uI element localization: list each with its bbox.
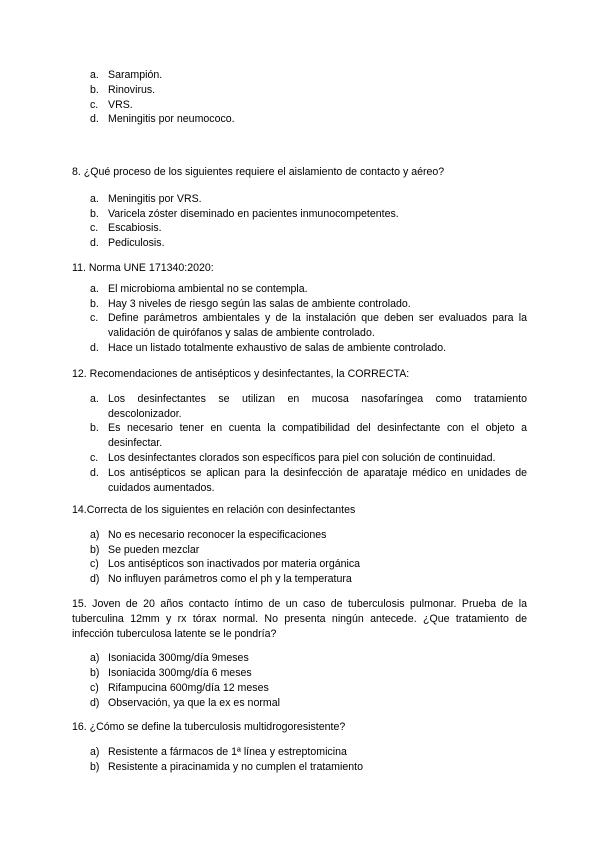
option-b (72, 760, 527, 775)
question-text: 12. Recomendaciones de antisépticos y desinfectantes, la CORRECTA: (72, 368, 410, 380)
option-a (72, 651, 527, 666)
options-list (72, 192, 527, 251)
option-marker: a) (90, 745, 100, 758)
option-text: Los antisépticos se aplican para la desinfección de aparataje médico en unidades de cuidados aumentados. (108, 466, 527, 494)
option-text: Meningitis por neumococo. (108, 113, 235, 126)
option-marker: c. (90, 98, 99, 111)
option-marker: a. (90, 282, 99, 295)
option-text: No es necesario reconocer la especificaciones (108, 528, 327, 541)
option-d (72, 341, 527, 356)
option-marker: b. (90, 422, 99, 435)
option-b (72, 421, 527, 451)
option-marker: b. (90, 83, 99, 96)
option-text: Los desinfectantes se utilizan en mucosa nasofaríngea como tratamiento descolonizador. (108, 392, 527, 420)
option-marker: d. (90, 113, 99, 126)
option-b (72, 207, 527, 222)
question-block-14 (72, 503, 527, 587)
option-marker: c) (90, 558, 99, 571)
option-text: Meningitis por VRS. (108, 192, 202, 205)
option-d (72, 236, 527, 251)
option-a (72, 282, 527, 297)
option-marker: b. (90, 297, 99, 310)
option-c (72, 557, 527, 572)
option-b (72, 297, 527, 312)
option-text: Los antisépticos son inactivados por materia orgánica (108, 558, 361, 571)
option-text: Resistente a fármacos de 1ª línea y estreptomicina (108, 745, 347, 758)
option-marker: d. (90, 466, 99, 479)
options-list (72, 745, 527, 775)
option-marker: b) (90, 760, 100, 773)
option-b (72, 666, 527, 681)
option-marker: b) (90, 543, 100, 556)
option-marker: d. (90, 237, 99, 250)
option-a (72, 68, 527, 83)
question-text: 16. ¿Cómo se define la tuberculosis multidrogoresistente? (72, 721, 346, 733)
option-text: Varicela zóster diseminado en pacientes inmunocompetentes. (108, 207, 399, 220)
option-marker: c) (90, 681, 99, 694)
option-text: No influyen parámetros como el ph y la temperatura (108, 573, 352, 586)
options-list (72, 282, 527, 356)
option-d (72, 466, 527, 496)
options-list (72, 528, 527, 587)
question-text: 8. ¿Qué proceso de los siguientes requiere el aislamiento de contacto y aéreo? (72, 166, 445, 178)
option-c (72, 451, 527, 466)
option-marker: b. (90, 207, 99, 220)
option-marker: c. (90, 312, 99, 325)
option-c (72, 311, 527, 341)
option-a (72, 745, 527, 760)
option-text: Rinovirus. (108, 83, 156, 96)
option-a (72, 392, 527, 422)
question-block-16 (72, 720, 527, 774)
option-marker: a. (90, 69, 99, 81)
question-block-12 (72, 367, 527, 495)
question-text: 14.Correcta de los siguientes en relación con desinfectantes (72, 504, 356, 516)
option-marker: a) (90, 652, 100, 665)
option-c (72, 221, 527, 236)
option-text: Hace un listado totalmente exhaustivo de salas de ambiente controlado. (108, 341, 447, 354)
option-text: Pediculosis. (108, 237, 165, 250)
option-text: Sarampión. (108, 69, 163, 81)
option-a (72, 192, 527, 207)
option-text: Los desinfectantes clorados son específicos para piel con solución de continuidad. (108, 451, 496, 464)
options-list (72, 392, 527, 496)
options-list (72, 68, 527, 127)
option-c (72, 681, 527, 696)
question-text: 15. Joven de 20 años contacto íntimo de un caso de tuberculosis pulmonar. Prueba de la tuberculina 12mm y rx tórax normal. No presenta ningún antecede. ¿Que tratamiento de infección tuberculosa latente se le pondría? (72, 598, 527, 640)
option-text: Isoniacida 300mg/día 9meses (108, 652, 249, 665)
option-d (72, 572, 527, 587)
option-marker: d. (90, 341, 99, 354)
option-text: Isoniacida 300mg/día 6 meses (108, 667, 252, 680)
option-marker: a. (90, 192, 99, 205)
option-b (72, 543, 527, 558)
option-a (72, 528, 527, 543)
option-marker: c. (90, 451, 99, 464)
option-b (72, 83, 527, 98)
option-text: Escabiosis. (108, 222, 162, 235)
question-block-15 (72, 597, 527, 711)
question-block-prev (72, 68, 527, 127)
option-text: Hay 3 niveles de riesgo según las salas de ambiente controlado. (108, 297, 411, 310)
option-text: Define parámetros ambientales y de la instalación que deben ser evaluados para la validación de quirófanos y salas de ambiente controlado. (108, 312, 527, 340)
option-marker: c. (90, 222, 99, 235)
option-text: Es necesario tener en cuenta la compatibilidad del desinfectante con el objeto a desinfectar. (108, 422, 527, 450)
question-block-8 (72, 165, 527, 251)
option-c (72, 98, 527, 113)
question-text: 11. Norma UNE 171340:2020: (72, 262, 214, 274)
option-marker: d) (90, 696, 100, 709)
option-text: VRS. (108, 98, 133, 111)
option-marker: a. (90, 392, 99, 405)
question-block-11 (72, 261, 527, 356)
option-d (72, 112, 527, 127)
option-text: Resistente a piracinamida y no cumplen el tratamiento (108, 760, 363, 773)
option-text: Observación, ya que la ex es normal (108, 696, 280, 709)
option-d (72, 696, 527, 711)
option-text: El microbioma ambiental no se contempla. (108, 282, 308, 295)
option-text: Se pueden mezclar (108, 543, 200, 556)
option-text: Rifampucina 600mg/día 12 meses (108, 681, 269, 694)
option-marker: b) (90, 667, 100, 680)
options-list (72, 651, 527, 710)
option-marker: a) (90, 528, 100, 541)
option-marker: d) (90, 573, 100, 586)
